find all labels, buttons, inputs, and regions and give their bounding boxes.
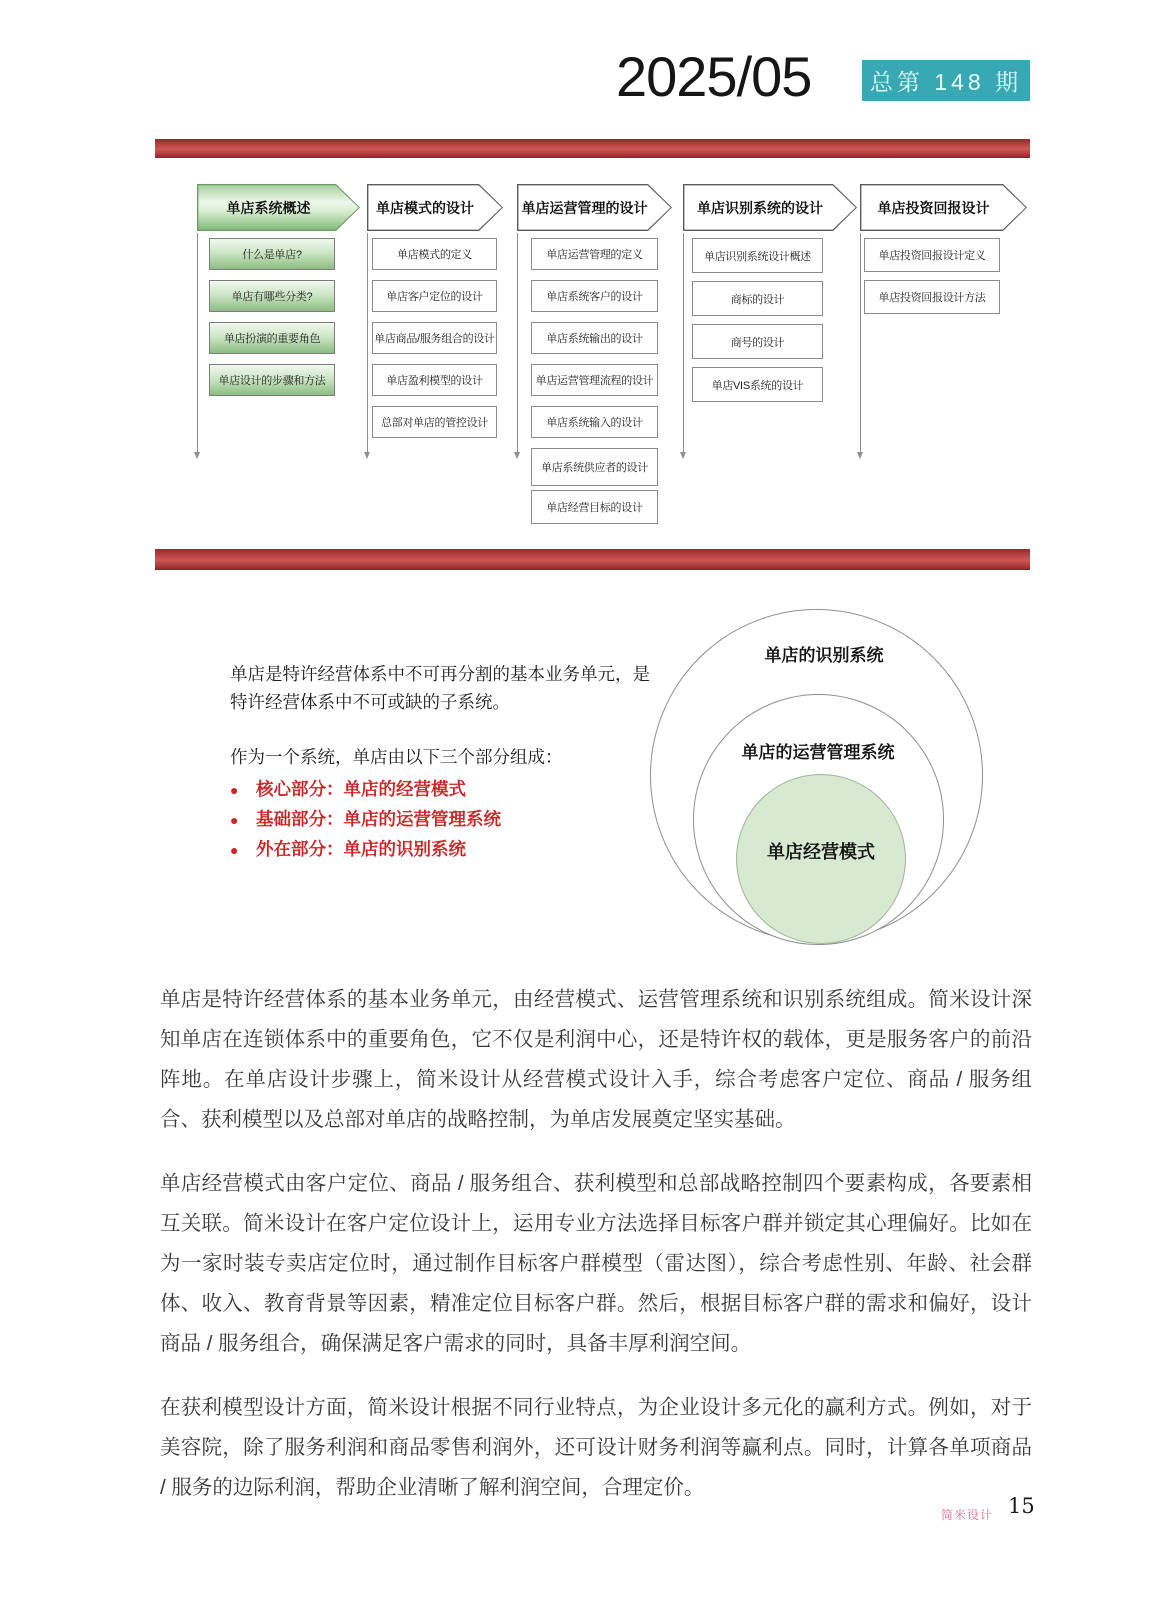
flow-header-operation-design bbox=[517, 184, 672, 231]
flow-box: 单店识别系统设计概述 bbox=[692, 238, 823, 273]
flow-box: 商号的设计 bbox=[692, 324, 823, 359]
issue-date: 2025/05 bbox=[616, 45, 812, 108]
column-4-down-arrow bbox=[683, 233, 684, 456]
flow-box: 单店运营管理的定义 bbox=[531, 238, 658, 270]
flow-box: 单店VIS系统的设计 bbox=[692, 367, 823, 402]
flow-header-label: 单店运营管理的设计 bbox=[521, 199, 648, 216]
article-body bbox=[160, 980, 1032, 1532]
body-paragraph: 单店经营模式由客户定位、商品 / 服务组合、获利模型和总部战略控制四个要素构成，各要素相互关联。简米设计在客户定位设计上，运用专业方法选择目标客户群并锁定其心理偏好。比如在为一家时装专卖店定位时，通过制作目标客户群模型（雷达图），综合考虑性别、年龄、社会群体、收入、教育背景等因素，精准定位目标客户群。然后，根据目标客户群的需求和偏好，设计商品 / 服务组合，确保满足客户需求的同时，具备丰厚利润空间。 bbox=[160, 1172, 1032, 1355]
issue-number-badge: 总第 148 期 bbox=[862, 60, 1030, 101]
flow-header-overview bbox=[197, 184, 360, 231]
list-item bbox=[230, 806, 654, 836]
flow-box: 单店商品/服务组合的设计 bbox=[372, 322, 497, 354]
flow-box: 单店客户定位的设计 bbox=[372, 280, 497, 312]
bullet-text: 基础部分：单店的运营管理系统 bbox=[256, 809, 501, 829]
flow-box: 单店运营管理流程的设计 bbox=[531, 364, 658, 396]
flow-header-model-design bbox=[367, 184, 503, 231]
body-paragraph: 单店是特许经营体系的基本业务单元，由经营模式、运营管理系统和识别系统组成。简米设计深知单店在连锁体系中的重要角色，它不仅是利润中心，还是特许权的载体，更是服务客户的前沿阵地。在单店设计步骤上，简米设计从经营模式设计入手，综合考虑客户定位、商品 / 服务组合、获利模型以及总部对单店的战略控制，为单店发展奠定坚实基础。 bbox=[160, 988, 1032, 1131]
list-item bbox=[230, 776, 654, 806]
column-5-down-arrow bbox=[860, 233, 861, 456]
overview-bullet-list bbox=[230, 776, 654, 866]
flow-box: 单店系统客户的设计 bbox=[531, 280, 658, 312]
bullet-dot-icon: ● bbox=[230, 812, 239, 828]
list-item bbox=[230, 836, 654, 866]
flow-box: 总部对单店的管控设计 bbox=[372, 406, 497, 438]
inner-circle-label: 单店经营模式 bbox=[767, 842, 875, 862]
flow-box: 单店经营目标的设计 bbox=[531, 490, 658, 524]
column-2-down-arrow bbox=[367, 233, 368, 456]
column-3-down-arrow bbox=[517, 233, 518, 456]
divider-bar-top bbox=[155, 139, 1030, 158]
flow-box: 单店系统输入的设计 bbox=[531, 406, 658, 438]
flow-header-identity-design bbox=[683, 184, 857, 231]
footer-brand-tag: 简米设计 bbox=[941, 1508, 994, 1522]
flow-box: 单店系统供应者的设计 bbox=[531, 448, 658, 486]
flow-box: 单店盈利模型的设计 bbox=[372, 364, 497, 396]
flow-box: 什么是单店? bbox=[209, 238, 335, 270]
flow-box: 单店模式的定义 bbox=[372, 238, 497, 270]
body-paragraph: 在获利模型设计方面，简米设计根据不同行业特点，为企业设计多元化的赢利方式。例如，对于美容院，除了服务利润和商品零售利润外，还可设计财务利润等赢利点。同时，计算各单项商品 / 服务的边际利润，帮助企业清晰了解利润空间，合理定价。 bbox=[160, 1396, 1032, 1499]
flow-box: 商标的设计 bbox=[692, 281, 823, 316]
flow-box: 单店设计的步骤和方法 bbox=[209, 364, 335, 396]
flow-box: 单店扮演的重要角色 bbox=[209, 322, 335, 354]
bullet-text: 核心部分：单店的经营模式 bbox=[256, 779, 466, 799]
middle-circle-label: 单店的运营管理系统 bbox=[741, 743, 895, 762]
flow-box: 单店系统输出的设计 bbox=[531, 322, 658, 354]
page-number: 15 bbox=[1008, 1494, 1035, 1518]
divider-bar-middle bbox=[155, 549, 1030, 570]
bullet-text: 外在部分：单店的识别系统 bbox=[256, 839, 466, 859]
bullet-dot-icon: ● bbox=[230, 782, 239, 798]
flow-header-label: 单店模式的设计 bbox=[376, 199, 474, 216]
flow-box: 单店投资回报设计定义 bbox=[864, 238, 1000, 272]
overview-compose-lead: 作为一个系统，单店由以下三个部分组成： bbox=[230, 747, 563, 767]
flow-header-label: 单店识别系统的设计 bbox=[697, 199, 823, 216]
flow-header-roi-design bbox=[860, 184, 1027, 231]
flow-header-label: 单店投资回报设计 bbox=[877, 199, 990, 216]
flow-header-label: 单店系统概述 bbox=[226, 199, 311, 216]
overview-intro-text: 单店是特许经营体系中不可再分割的基本业务单元，是特许经营体系中不可或缺的子系统。 bbox=[230, 664, 650, 712]
bullet-dot-icon: ● bbox=[230, 842, 239, 858]
column-1-down-arrow bbox=[197, 233, 198, 456]
flow-box: 单店投资回报设计方法 bbox=[864, 280, 1000, 314]
flow-box: 单店有哪些分类? bbox=[209, 280, 335, 312]
outer-circle-label: 单店的识别系统 bbox=[764, 646, 884, 665]
